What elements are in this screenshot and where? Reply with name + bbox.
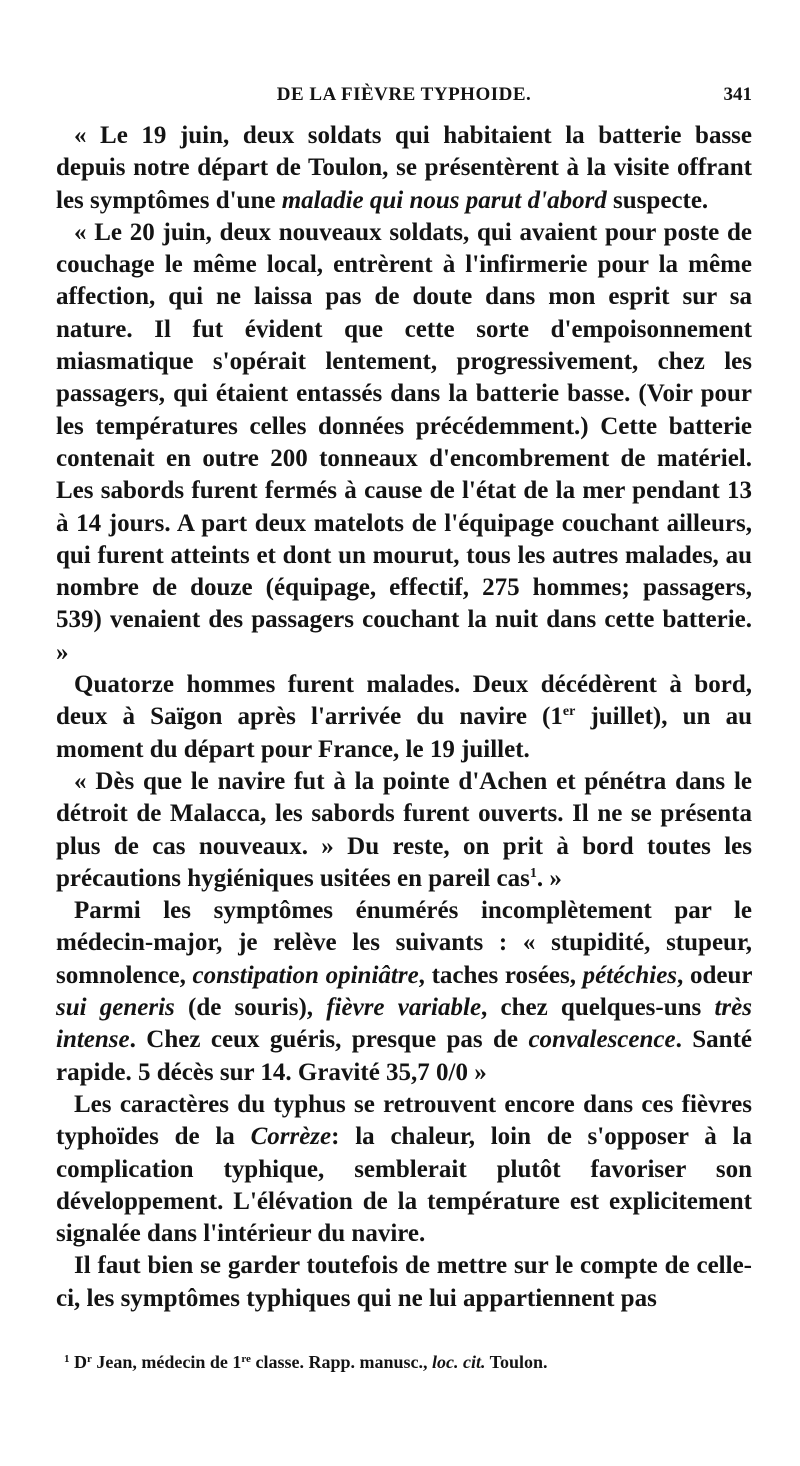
text-run: Toulon.: [485, 1352, 548, 1372]
italic-text: très intense: [56, 994, 752, 1054]
text-run: D: [69, 1352, 87, 1372]
text-run: suspecte.: [606, 186, 709, 214]
text-run: . Santé rapide. 5 décès sur 14. Gravité 35,7 0/0 »: [56, 1026, 752, 1086]
paragraph: [56, 895, 752, 1089]
superscript: r: [87, 1353, 92, 1365]
paragraph: [56, 766, 752, 895]
body-text: [56, 120, 752, 1315]
page-number: 341: [723, 84, 752, 105]
text-run: « Dès que le navire fut à la pointe d'Achen et pénétra dans le détroit de Malacca, les sabords furent ouverts. Il ne se présenta plus de cas nouveaux. » Du reste, on prit à bord toutes les précautions hygiéniques usitées en pareil cas: [56, 767, 752, 892]
text-run: , taches rosées,: [418, 961, 583, 989]
italic-text: maladie qui nous parut d'abord: [281, 186, 607, 214]
text-run: juillet), un au moment du départ pour France, le 19 juillet.: [56, 703, 752, 763]
text-run: Les caractères du typhus se retrouvent encore dans ces fièvres typhoïdes de la: [56, 1090, 752, 1151]
italic-text: constipation opiniâtre: [192, 961, 419, 989]
running-title: DE LA FIÈVRE TYPHOIDE.: [276, 84, 532, 105]
text-run: « Le 20 juin, deux nouveaux soldats, qui avaient pour poste de couchage le même local, entrèrent à l'infirmerie pour la même affection, qui ne laissa pas de doute dans mon esprit sur sa nature. Il fut évident que cette sorte d'empoisonnement miasmatique s'opérait lentement, progressivement, chez les passagers, qui étaient entassés dans la batterie basse. (Voir pour les températures celles données précédemment.) Cette batterie contenait en outre 200 tonneaux d'encombrement de matériel. Les sabords furent fermés à cause de l'état de la mer pendant 13 à 14 jours. A part deux matelots de l'équipage couchant ailleurs, qui furent atteints et dont un mourut, tous les autres malades, au nombre de douze (équipage, effectif, 275 hommes; passagers, 539) venaient des passagers couchant la nuit dans cette batterie. »: [56, 218, 752, 666]
paragraph: [56, 669, 752, 766]
paragraph: [56, 1250, 752, 1315]
text-run: « Le 19 juin, deux soldats qui habitaient la batterie basse depuis notre départ de Toulon, se présentèrent à la visite offrant les symptômes d'une: [56, 122, 752, 214]
italic-text: Corrèze: [250, 1123, 332, 1151]
superscript: 1: [64, 1353, 70, 1365]
paragraph: [56, 217, 752, 669]
text-run: Il faut bien se garder toutefois de mettre sur le compte de celle-ci, les symptômes typhiques qui ne lui appartiennent pas: [56, 1252, 752, 1312]
italic-text: fièvre variable: [326, 994, 482, 1022]
superscript: er: [562, 704, 576, 720]
text-run: (de souris),: [174, 994, 327, 1022]
text-run: . »: [536, 864, 562, 892]
italic-text: sui generis: [56, 994, 175, 1022]
text-run: : la chaleur, loin de s'opposer à la complication typhique, semblerait plutôt favoriser son développement. L'élévation de la température est explicitement signalée dans l'intérieur du navire.: [56, 1123, 752, 1248]
paragraph: [56, 120, 752, 217]
text-run: Parmi les symptômes énumérés incomplètement par le médecin-major, je relève les suivants : « stupidité, stupeur, somnolence,: [56, 897, 752, 989]
footnote: [56, 1351, 752, 1373]
text-run: , odeur: [677, 961, 752, 989]
superscript: 1: [529, 865, 537, 881]
text-run: , chez quelques-uns: [481, 994, 715, 1022]
italic-text: pétéchies: [582, 961, 678, 989]
text-run: Jean, médecin de 1: [91, 1352, 242, 1372]
italic-text: convalescence: [528, 1026, 676, 1054]
text-run: . Chez ceux guéris, presque pas de: [129, 1026, 529, 1054]
superscript: re: [241, 1353, 251, 1365]
text-run: classe. Rapp. manusc.,: [250, 1352, 432, 1372]
running-header: [56, 84, 752, 114]
text-run: Quatorze hommes furent malades. Deux décédèrent à bord, deux à Saïgon après l'arrivée du navire (1: [56, 671, 752, 731]
paragraph: [56, 1089, 752, 1250]
italic-text: loc. cit.: [431, 1352, 486, 1372]
